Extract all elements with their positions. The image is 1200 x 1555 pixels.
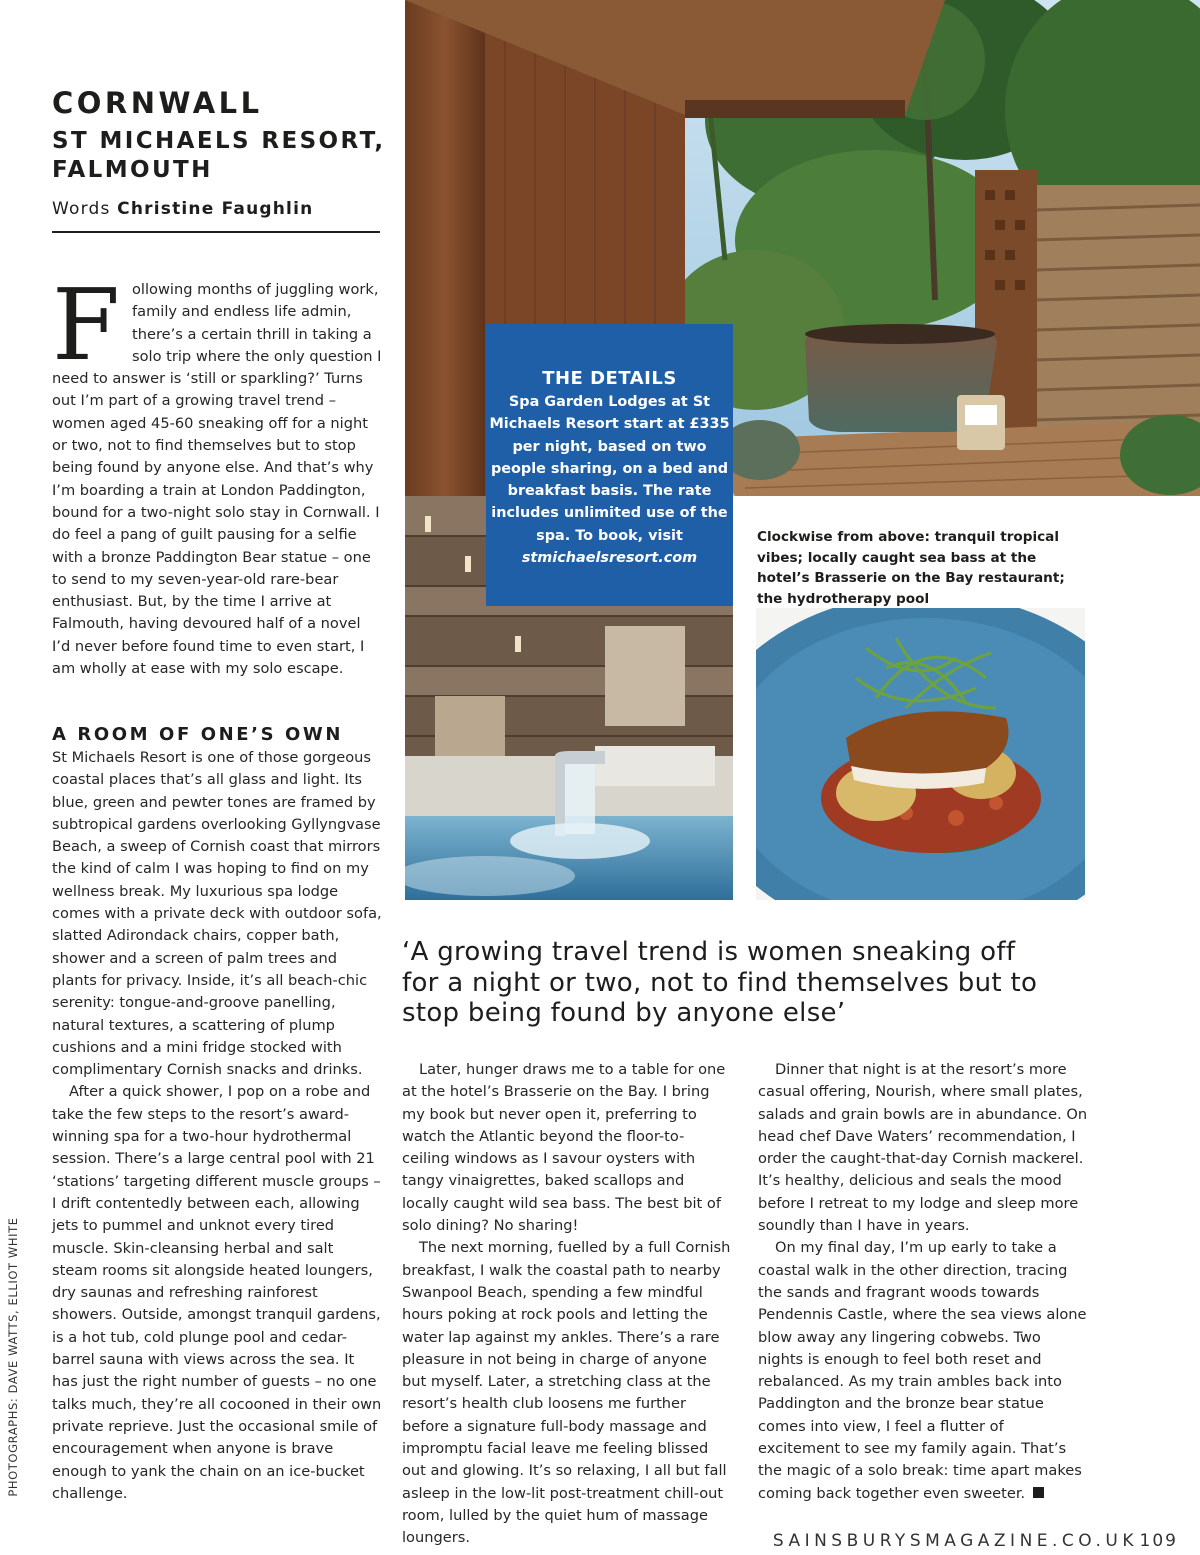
header-divider [52, 231, 380, 233]
details-body: Spa Garden Lodges at St Michaels Resort start at £335 per night, based on two people sharing, on a bed and breakfast basis. The rate includes unlimited use of the spa. To book, visit [489, 394, 730, 544]
body-column-2 [402, 1059, 732, 1550]
body-paragraph: The next morning, fuelled by a full Cornish breakfast, I walk the coastal path to nearby Swanpool Beach, spending a few mindful hours poking at rock pools and letting the water lap against my ankles. There’s a rare pleasure in not being in charge of anyone but myself. Later, a stretching class at the resort’s health club loosens me further before a signature full-body massage and impromptu facial leave me feeling blissed out and glowing. It’s so relaxing, I all but fall asleep in the low-lit post-treatment chill-out room, lulled by the quiet hum of massage loungers. [402, 1239, 731, 1547]
details-url[interactable]: stmichaelsresort.com [521, 550, 698, 567]
body-paragraph: Dinner that night is at the resort’s more casual offering, Nourish, where small plates, salads and grain bowls are in abundance. On head chef Dave Waters’ recommendation, I order the caught-that-day Cornish mackerel. It’s healthy, delicious and seals the mood before I retreat to my lodge and sleep more soundly than I have in years. [758, 1061, 1088, 1235]
pull-quote: ‘A growing travel trend is women sneaking off for a night or two, not to find themselves but to stop being found by anyone else’ [402, 937, 1038, 1028]
intro-paragraph [52, 269, 382, 680]
intro-text: ollowing months of juggling work, family and endless life admin, there’s a certain thrill in taking a solo trip where the only question I need to answer is ‘still or sparkling?’ Turns out I’m part of a growing travel trend – women aged 45-60 sneaking off for a night or two, not to find themselves but to stop being found by anyone else. And that’s why I’m boarding a train at London Paddington, bound for a two-night solo stay in Cornwall. I do feel a pang of guilt pausing for a selfie with a bronze Paddington Bear statue – one to send to my seven-year-old rare-bear enthusiast. But, by the time I arrive at Falmouth, having devoured half of a novel I’d never before found time to even start, I am wholly at ease with my solo escape. [52, 281, 382, 678]
byline [52, 199, 313, 219]
photo-sea-bass-dish [756, 608, 1085, 900]
byline-prefix: Words [52, 199, 111, 219]
footer-website[interactable]: SAINSBURYSMAGAZINE.CO.UK [772, 1531, 1138, 1551]
details-box [486, 324, 733, 606]
photo-caption: Clockwise from above: tranquil tropical vibes; locally caught sea bass at the hotel’s Brasserie on the Bay restaurant; the hydrotherapy pool [757, 529, 1065, 608]
article-title [52, 127, 392, 185]
byline-author: Christine Faughlin [117, 199, 314, 219]
subheading: A ROOM OF ONE’S OWN [52, 724, 344, 745]
details-title: THE DETAILS [542, 368, 677, 389]
drop-cap: F [52, 269, 120, 383]
article-title-line-2: FALMOUTH [52, 157, 213, 183]
section-kicker: CORNWALL [52, 86, 263, 120]
photo-credit-text: PHOTOGRAPHS: DAVE WATTS, ELLIOT WHITE [6, 1217, 20, 1497]
body-paragraph: St Michaels Resort is one of those gorgeous coastal places that’s all glass and light. Its blue, green and pewter tones are framed by subtropical gardens overlooking Gyllyngvase Beach, a sweep of Cornish coast that mirrors the kind of calm I was hoping to find on my wellness break. My luxurious spa lodge comes with a private deck with outdoor sofa, slatted Adirondack chairs, copper bath, shower and a screen of palm trees and plants for privacy. Inside, it’s all beach-chic serenity: tongue-and-groove panelling, natural textures, a scattering of plump cushions and a mini fridge stocked with complimentary Cornish snacks and drinks. [52, 749, 382, 1079]
body-column-3 [758, 1059, 1088, 1505]
body-paragraph [758, 1237, 1088, 1505]
article-title-line-1: ST MICHAELS RESORT, [52, 128, 386, 154]
closing-paragraph-text: On my final day, I’m up early to take a coastal walk in the other direction, tracing the sands and fragrant woods towards Pendennis Castle, where the sea views alone blow away any lingering cobwebs. Two nights is enough to feel both reset and rebalanced. As my train ambles back into Paddington and the bronze bear statue comes into view, I feel a flutter of excitement to see my family again. That’s the magic of a solo break: time apart makes coming back together even sweeter. [758, 1239, 1087, 1502]
page-number: 109 [1139, 1531, 1178, 1551]
photo-sea-bass-dish-image [756, 608, 1085, 900]
body-paragraph: After a quick shower, I pop on a robe and take the few steps to the resort’s award-winning spa for a two-hour hydrothermal session. There’s a large central pool with 21 ‘stations’ targeting different muscle groups – I drift contentedly between each, allowing jets to pummel and unknot every tired muscle. Skin-cleansing herbal and salt steam rooms sit alongside heated loungers, dry saunas and refreshing rainforest showers. Outside, amongst tranquil gardens, is a hot tub, cold plunge pool and cedar-barrel sauna with views across the sea. It has just the right number of guests – no one talks much, they’re all cocooned in their own private reprieve. Just the occasional smile of encouragement when anyone is brave enough to yank the chain on an ice-bucket challenge. [52, 1083, 382, 1502]
photo-credit [0, 1210, 20, 1506]
body-column-1 [52, 747, 382, 1505]
body-paragraph: Later, hunger draws me to a table for one at the hotel’s Brasserie on the Bay. I bring my book but never open it, preferring to watch the Atlantic beyond the floor-to-ceiling windows as I savour oysters with tangy vinaigrettes, baked scallops and locally caught wild sea bass. The best bit of solo dining? No sharing! [402, 1061, 726, 1235]
end-of-article-mark [1033, 1487, 1044, 1498]
